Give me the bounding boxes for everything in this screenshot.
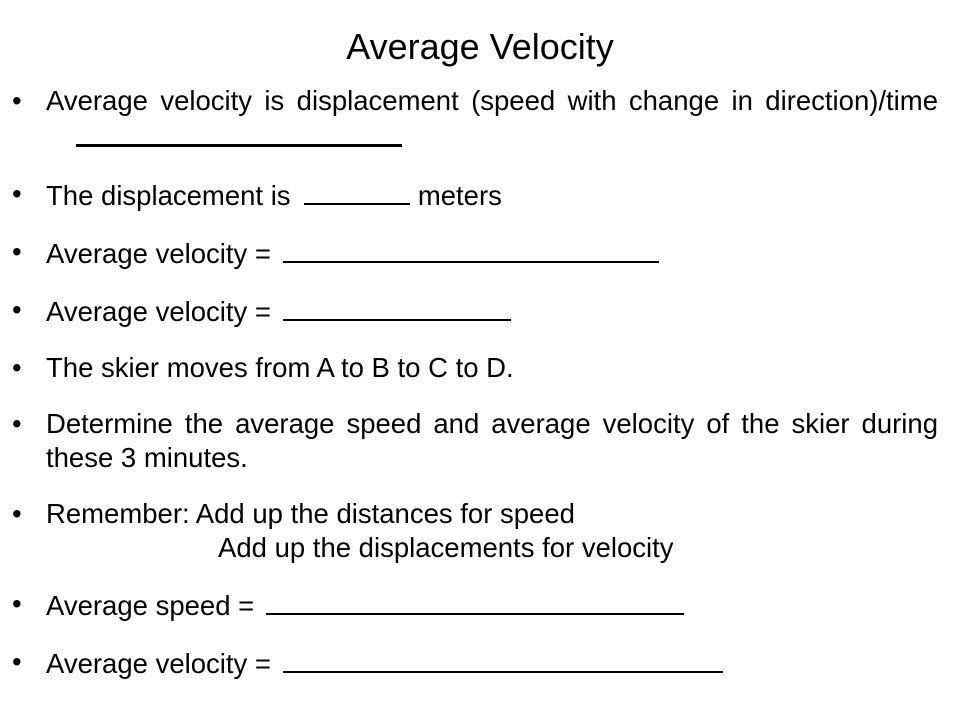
- bullet-text: Remember: Add up the distances for speed: [46, 498, 575, 529]
- bullet-text: Average velocity =: [46, 238, 271, 269]
- bullet-dot: •: [12, 588, 22, 619]
- bullet-item: [12, 177, 938, 213]
- bullet-dot: •: [12, 294, 22, 325]
- bullet-item: [12, 351, 938, 385]
- answer-blank[interactable]: [304, 177, 410, 205]
- bullet-dot: •: [12, 178, 22, 209]
- slide-title: Average Velocity: [346, 26, 614, 67]
- bullet-dot: •: [12, 408, 22, 439]
- answer-blank[interactable]: [283, 235, 659, 263]
- bullet-item: [12, 235, 938, 271]
- answer-blank[interactable]: [283, 645, 723, 673]
- bullet-item: [12, 587, 938, 623]
- answer-blank[interactable]: [283, 293, 511, 321]
- bullet-text: The skier moves from A to B to C to D.: [46, 352, 514, 383]
- bullet-item: [12, 497, 938, 565]
- bullet-item: [12, 84, 938, 155]
- bullet-text: Average velocity is displacement (speed with change in direction)/time: [46, 85, 938, 116]
- bullet-text: Average speed =: [46, 590, 255, 621]
- answer-blank[interactable]: [76, 118, 402, 147]
- bullet-item: [12, 407, 938, 475]
- bullet-text: Determine the average speed and average velocity of the skier during these 3 minutes.: [46, 408, 938, 473]
- bullet-item: [12, 293, 938, 329]
- bullet-dot: •: [12, 236, 22, 267]
- bullet-dot: •: [12, 85, 22, 116]
- bullet-text: The displacement is: [46, 180, 291, 211]
- bullet-item: [12, 645, 938, 681]
- bullet-list: [12, 84, 938, 703]
- bullet-dot: •: [12, 646, 22, 677]
- bullet-text-line2: Add up the displacements for velocity: [218, 532, 674, 563]
- answer-blank[interactable]: [266, 587, 684, 615]
- bullet-text: Average velocity =: [46, 648, 271, 679]
- bullet-text-after: meters: [417, 180, 502, 211]
- bullet-dot: •: [12, 498, 22, 529]
- bullet-dot: •: [12, 352, 22, 383]
- bullet-text: Average velocity =: [46, 296, 271, 327]
